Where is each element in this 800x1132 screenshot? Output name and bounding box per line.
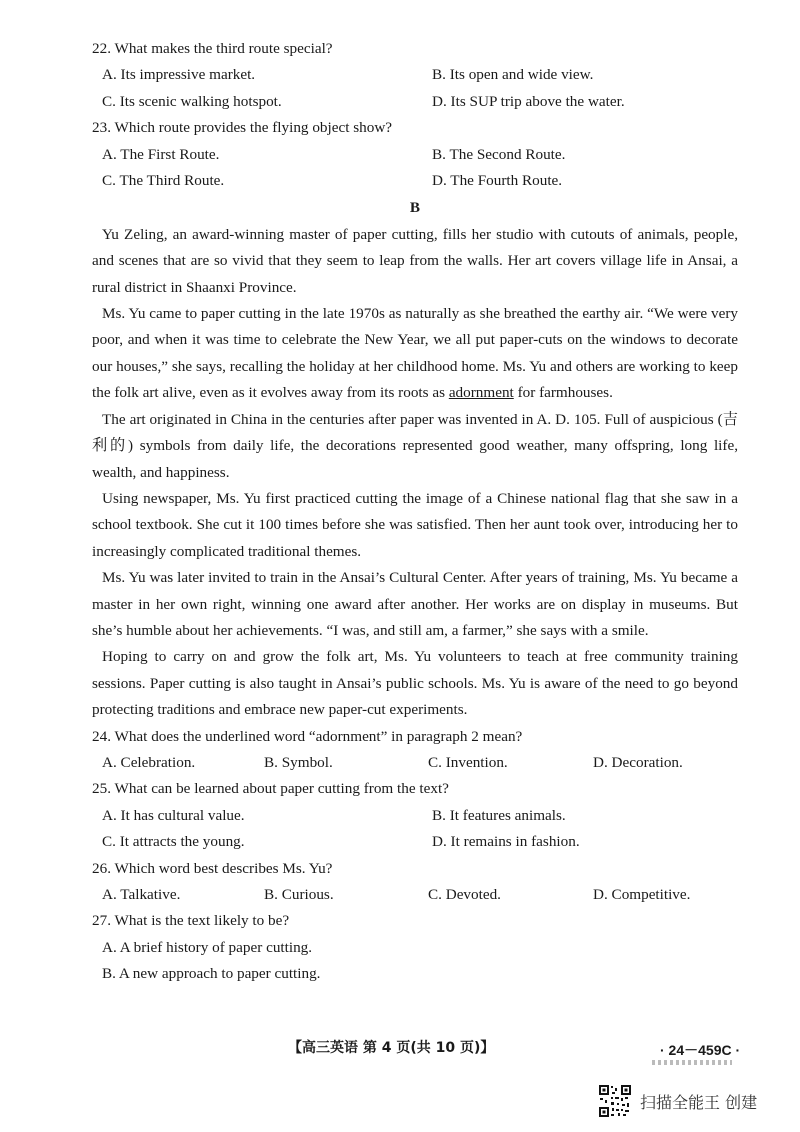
q24-option-c: C. Invention. <box>428 753 508 771</box>
q26-option-b: B. Curious. <box>264 886 334 903</box>
q26-option-d: D. Competitive. <box>593 886 691 903</box>
question-24-stem: 24. What does the underlined word “adornment” in paragraph 2 mean? <box>92 727 523 745</box>
question-26-stem: 26. Which word best describes Ms. Yu? <box>92 859 333 877</box>
q24-option-b: B. Symbol. <box>264 753 333 771</box>
q24-option-a: A. Celebration. <box>102 753 196 771</box>
q27-option-a: A. A brief history of paper cutting. <box>102 938 313 956</box>
q22-option-c: C. Its scenic walking hotspot. <box>102 92 282 110</box>
question-22-options <box>92 62 738 115</box>
underlined-word: adornment <box>448 384 514 402</box>
page-footer-label: 【高三英语 第 4 页(共 10 页)】 <box>288 1040 495 1056</box>
q25-option-d: D. It remains in fashion. <box>432 833 580 851</box>
q24-option-d: D. Decoration. <box>593 753 683 771</box>
q27-option-b: B. A new approach to paper cutting. <box>102 965 321 983</box>
question-22-stem: 22. What makes the third route special? <box>92 40 333 57</box>
q25-option-b: B. It features animals. <box>432 806 566 824</box>
question-27-stem: 27. What is the text likely to be? <box>92 912 290 930</box>
watermark-text: 扫描全能王 创建 <box>640 1092 758 1112</box>
q23-option-b: B. The Second Route. <box>432 145 566 163</box>
scanner-watermark <box>598 1084 757 1118</box>
q22-option-b: B. Its open and wide view. <box>432 66 594 84</box>
q26-option-a: A. Talkative. <box>102 886 181 903</box>
q23-option-d: D. The Fourth Route. <box>432 172 563 190</box>
q23-option-c: C. The Third Route. <box>102 172 225 190</box>
passage-paragraph-6: Hoping to carry on and grow the folk art, Ms. Yu volunteers to teach at free community training sessions. Paper cutting is also taught in Ansai’s public schools. Ms. Yu is aware of the need to go beyond protecting traditions and embrace new paper-cut experiments. <box>92 648 738 719</box>
passage-paragraph-2 <box>92 301 738 407</box>
q25-option-a: A. It has cultural value. <box>102 806 245 824</box>
q22-option-a: A. Its impressive market. <box>102 66 256 84</box>
paragraph-2-text-before: Ms. Yu came to paper cutting in the late 1970s as naturally as she breathed the earthy air. “We were very poor, and when it was time to celebrate the New Year, we all put paper-cuts on the windows to decorate our houses,” she says, recalling the holiday at her childhood home. Ms. Yu and others are working to keep the folk art alive, even as it evolves away from its roots as <box>92 305 738 402</box>
q26-option-c: C. Devoted. <box>428 886 501 903</box>
question-23-stem: 23. Which route provides the flying object show? <box>92 119 393 137</box>
question-25-stem: 25. What can be learned about paper cutting from the text? <box>92 780 449 798</box>
code-strip-decoration <box>652 1060 732 1065</box>
question-26-options <box>92 882 738 908</box>
paragraph-2-text-after: for farmhouses. <box>513 384 613 402</box>
question-27-options <box>92 935 738 988</box>
page-content <box>92 36 738 988</box>
question-25-options <box>92 803 738 856</box>
question-23-options <box>92 142 738 195</box>
question-24-options <box>92 750 738 776</box>
exam-code: · 24－459C · <box>660 1042 741 1058</box>
passage-paragraph-5: Ms. Yu was later invited to train in the Ansai’s Cultural Center. After years of training, Ms. Yu became a master in her own right, winning one award after another. Her works are on display in museums. But she’s humble about her achievements. “I was, and still am, a farmer,” she says with a smile. <box>92 569 738 639</box>
q23-option-a: A. The First Route. <box>102 145 220 163</box>
section-label: B <box>409 199 421 217</box>
passage-paragraph-1: Yu Zeling, an award-winning master of paper cutting, fills her studio with cutouts of animals, people, and scenes that are so vivid that they seem to leap from the walls. Her art covers village life in Ansai, a rural district in Shaanxi Province. <box>92 225 738 296</box>
qr-code-icon <box>598 1084 632 1118</box>
q22-option-d: D. Its SUP trip above the water. <box>432 92 625 110</box>
passage-paragraph-4: Using newspaper, Ms. Yu first practiced cutting the image of a Chinese national flag that she saw in a school textbook. She cut it 100 times before she was satisfied. Then her aunt took over, introducing her to increasingly complicated traditional themes. <box>92 489 738 560</box>
q25-option-c: C. It attracts the young. <box>102 833 245 851</box>
passage-paragraph-3: The art originated in China in the centuries after paper was invented in A. D. 105. Full of auspicious (吉利的) symbols from daily life, the decorations represented good weather, many offspring, long life, wealth, and happiness. <box>92 410 738 481</box>
